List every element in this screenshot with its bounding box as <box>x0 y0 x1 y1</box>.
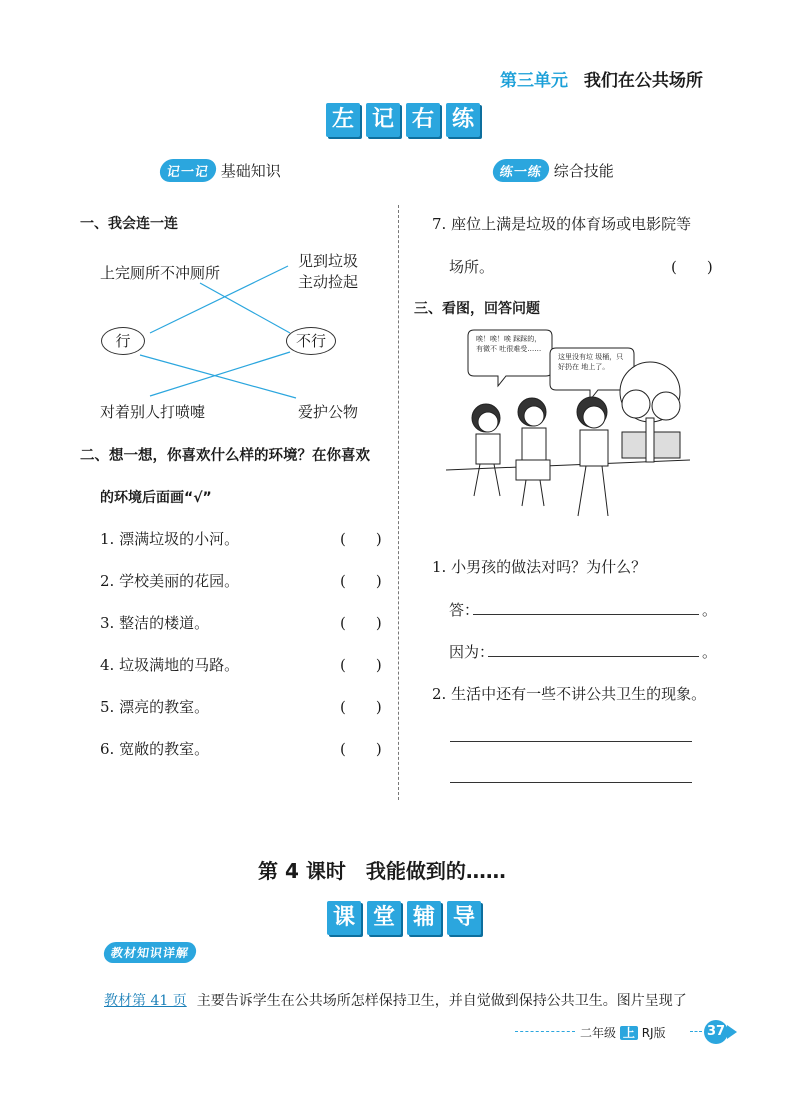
q2-heading-1: 二、想一想，你喜欢什么样的环境？在你喜欢 <box>80 448 370 464</box>
right-subhead <box>493 159 614 182</box>
q2-item: 1. 漂满垃圾的小河。 <box>100 530 240 548</box>
answer-period: 。 <box>702 601 718 619</box>
q2-item: 6. 宽敞的教室。 <box>100 740 210 758</box>
footer-grade: 二年级 <box>580 1026 617 1040</box>
q3-sub1: 1. 小男孩的做法对吗？为什么？ <box>432 558 647 576</box>
answer-paren[interactable]: ( ) <box>340 740 382 758</box>
reason-line[interactable] <box>488 655 699 657</box>
match-line <box>200 283 290 333</box>
match-right-bottom: 爱护公物 <box>298 403 359 421</box>
answer-paren[interactable]: ( ) <box>340 698 382 716</box>
right-badge: 练一练 <box>491 159 550 182</box>
material-line <box>104 990 687 1010</box>
answer-label: 答： <box>449 601 480 619</box>
q7-line1: 7. 座位上满是垃圾的体育场或电影院等 <box>432 215 692 233</box>
lesson-box-char: 堂 <box>367 901 401 935</box>
match-right-top-1: 见到垃圾 <box>298 252 359 270</box>
reason-period: 。 <box>702 643 718 661</box>
section-title-char: 右 <box>406 103 440 137</box>
material-badge: 教材知识详解 <box>103 942 198 963</box>
q1-heading: 一、我会连一连 <box>80 216 178 232</box>
left-badge: 记一记 <box>158 159 217 182</box>
answer-paren[interactable]: ( ) <box>340 614 382 632</box>
write-line[interactable] <box>450 740 692 742</box>
footer-info <box>580 1024 666 1041</box>
oval-left: 行 <box>101 327 145 355</box>
q2-item: 4. 垃圾满地的马路。 <box>100 656 240 674</box>
unit-title: 我们在公共场所 <box>583 71 703 91</box>
match-right-top-2: 主动捡起 <box>298 273 359 291</box>
match-left-bottom: 对着别人打喷嚏 <box>100 403 206 421</box>
lesson-box-char: 辅 <box>407 901 441 935</box>
oval-right: 不行 <box>286 327 336 355</box>
material-badge-wrap <box>104 942 196 963</box>
footer-edition: RJ版 <box>641 1026 666 1040</box>
bubble-girl: 唉！唉！唉 踩踩的，有微不 吐很难受…… <box>476 335 542 353</box>
answer-paren[interactable]: ( ) <box>671 258 713 276</box>
q2-item: 3. 整洁的楼道。 <box>100 614 210 632</box>
material-ref: 教材第 41 页 <box>104 993 187 1009</box>
answer-paren[interactable]: ( ) <box>340 572 382 590</box>
lesson-box-char: 导 <box>447 901 481 935</box>
q3-sub2: 2. 生活中还有一些不讲公共卫生的现象。 <box>432 685 707 703</box>
section-title-char: 记 <box>366 103 400 137</box>
section-title-char: 左 <box>326 103 360 137</box>
match-line <box>150 266 288 333</box>
reason-label: 因为： <box>449 643 495 661</box>
material-text: 主要告诉学生在公共场所怎样保持卫生，并自觉做到保持公共卫生。图片呈现了 <box>196 993 687 1009</box>
answer-paren[interactable]: ( ) <box>340 656 382 674</box>
bubble-boy: 这里没有垃 圾桶，只好扔在 地上了。 <box>558 353 624 371</box>
unit-header <box>500 66 703 91</box>
match-lines <box>0 0 400 440</box>
write-line[interactable] <box>450 781 692 783</box>
lesson-title: 第 4 课时 我能做到的…… <box>258 859 506 883</box>
q2-heading-2: 的环境后面画“√” <box>100 490 212 506</box>
left-subtitle: 基础知识 <box>220 162 281 180</box>
page-arrow-icon <box>727 1025 737 1039</box>
illustration <box>446 320 690 526</box>
q2-item: 5. 漂亮的教室。 <box>100 698 210 716</box>
footer-term: 上 <box>620 1026 638 1040</box>
match-left-top: 上完厕所不冲厕所 <box>100 264 221 282</box>
q3-heading: 三、看图，回答问题 <box>414 301 540 317</box>
q2-item: 2. 学校美丽的花园。 <box>100 572 240 590</box>
unit-number: 第三单元 <box>500 71 568 91</box>
page-number: 37 <box>704 1020 728 1044</box>
footer-dash <box>515 1031 575 1032</box>
lesson-box-char: 课 <box>327 901 361 935</box>
answer-paren[interactable]: ( ) <box>340 530 382 548</box>
right-subtitle: 综合技能 <box>553 162 614 180</box>
lesson-box-title <box>327 901 481 935</box>
q7-line2: 场所。 <box>449 258 495 276</box>
section-title-char: 练 <box>446 103 480 137</box>
footer-dash-2 <box>690 1031 702 1032</box>
answer-line[interactable] <box>473 613 699 615</box>
match-line <box>150 352 290 396</box>
